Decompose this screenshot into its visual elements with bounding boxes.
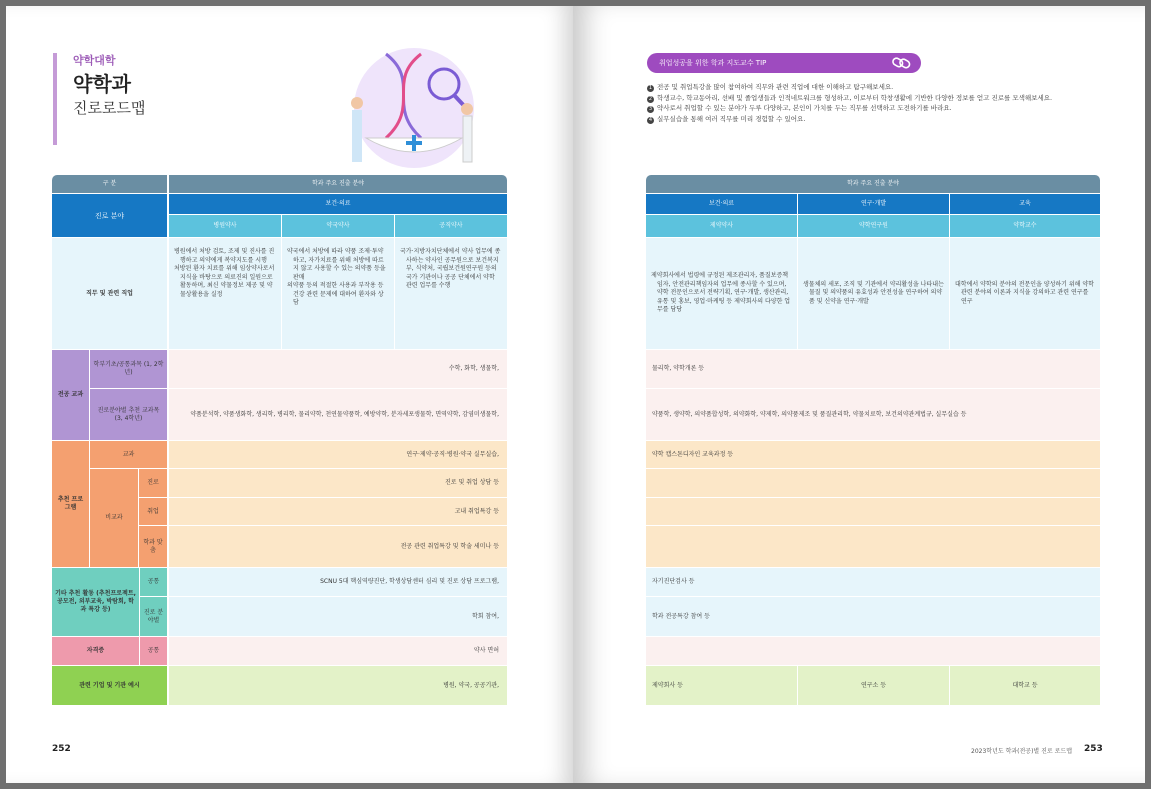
career-courses-label: 진로분야별 추천 교과목 (3, 4학년) [90,389,167,440]
college-name: 약학대학 [73,54,116,67]
etc-label: 기타 추천 활동 (추천프로젝트, 공모전, 외부교육, 박람회, 학과 특강 등) [52,568,139,636]
pharmacy-illustration [326,46,496,176]
basic-courses-value: 수학, 화학, 생물학, [169,350,507,388]
right-footer-caption: 2023학년도 학과(전공)별 진로 로드맵 [971,748,1073,755]
tip-title: 취업성공을 위한 학과 지도교수 TIP [647,53,921,73]
right-field: 교육 [950,194,1100,214]
common-label: 공통 [140,568,167,596]
right-career-course-value: 약품학, 생약학, 의약품합성학, 의약화학, 약제학, 의약품제조 및 품질관리학, 약물치료학, 보건의약관계법규, 실무실습 등 [646,389,1100,440]
recommend-label: 추천 프로그램 [52,441,89,567]
right-employ-row [646,498,1100,525]
right-basic-value: 물리학, 약학개론 등 [646,350,1100,388]
common-value: SCNU 5대 핵심역량진단, 학생상담센터 심리 및 진로 상담 프로그램, [169,568,507,596]
curr-value: 연구·제약·공직·병원·약국 실무실습, [169,441,507,468]
curr-label: 교과 [90,441,167,468]
left-page-number: 252 [52,744,71,754]
company-label: 관련 기업 및 기관 예시 [52,666,167,705]
tip-list [647,82,1127,124]
duty-public-item: 국가·지방자치단체에서 약사 업무에 종사하는 약사인 공무원으로 보건복지부, 식약처, 국립보건원연구원 등의 국가 기관이나 공공 단체에서 약학 관련 업무를 수행 [400,248,501,289]
license-common: 공통 [140,637,167,665]
course-value: 진로 및 취업 상담 등 [169,469,507,497]
career-field-label: 진로 분야 [52,194,167,237]
company-value: 병원, 약국, 공공기관, [169,666,507,705]
duty-public [395,238,507,349]
tip-item: 4 실무실습을 통해 여러 직무를 미리 경험할 수 있어요. [648,114,806,123]
duty-pharmacy-item: 약국에서 처방에 따라 약품 조제·투약하고, 자가치료를 위해 처방에 따르지 않고 사용할 수 있는 의약품 등을 판매 [287,248,386,281]
right-company: 연구소 등 [798,666,949,705]
duty-label: 직무 및 관련 직업 [52,238,167,349]
right-page [573,6,1145,783]
duty-pharmacy-item: 의약품 등의 적절한 사용과 부작용 등 건강 관련 문제에 대하여 환자와 상담 [287,282,384,306]
tip-item: 2 학생교수, 학교동아리, 선배 및 졸업생들과 인적네트워크를 형성하고, 이로부터 학창생활에 기반한 다양한 정보를 얻고 진로를 모색해보세요. [648,93,1053,102]
career-courses-value: 약품분석학, 약품생화학, 생리학, 병리학, 물리약학, 천연물약품학, 예방약학, 분자세포생물학, 면역약학, 감염미생물학, [169,389,507,440]
link-icon [891,55,913,71]
major-label: 전공 교과 [52,350,89,440]
right-field: 연구·개발 [798,194,949,214]
job-header-pharmacy: 약국약사 [282,215,394,237]
left-page [6,6,573,783]
right-job-header: 약학연구원 [798,215,949,237]
title-accent-bar [53,53,57,145]
col-header-category: 구 분 [52,175,167,193]
right-main-header: 학과 주요 진출 분야 [646,175,1100,193]
right-curr-value: 약학 캡스톤디자인 교육과정 등 [646,441,1100,468]
right-duty-item: 대학에서 약학의 분야의 전문인을 양성하기 위해 약학 관련 분야의 이론과 지식을 강의하고 관련 연구를 연구 [955,280,1094,305]
noncurr-label: 비교과 [90,469,138,567]
career-field-value: 학회 참여, [169,597,507,636]
tip-item: 1 전공 및 취업특강을 많이 참여하여 직무와 관련 직업에 대한 이해하고 탐구해보세요. [648,83,894,91]
tip-number-icon: 2 [648,95,653,102]
field-health: 보건·의료 [169,194,507,214]
duty-pharmacy [282,238,394,349]
career-field-short: 진로 분야별 [140,597,167,636]
right-common-value: 자기진단검사 등 [646,568,1100,596]
license-value: 약사 면허 [169,637,507,665]
right-company: 대학교 등 [950,666,1100,705]
right-job-header: 약학교수 [950,215,1100,237]
employ-label: 취업 [139,498,167,525]
right-company: 제약회사 등 [646,666,797,705]
duty-hospital [169,238,281,349]
job-header-public: 공직약사 [395,215,507,237]
basic-courses-label: 학부기초/공통과목 (1, 2학년) [90,350,167,388]
employ-value: 고내 취업특강 등 [169,498,507,525]
right-license-row [646,637,1100,665]
course-label: 진로 [139,469,167,497]
tip-item: 3 약사로서 취업할 수 있는 분야가 두루 다양하고, 본인이 가치를 두는 직무를 선택하고 도전하기를 바라요. [648,104,952,112]
right-duty-item: 제약회사에서 법령에 규정된 제조관리자, 품질보증책임자, 안전관리책임자의 업무에 종사할 수 있으며, 약학 전문인으로서 전략기획, 연구·개발, 생산관리, 유통 및 홍보, 영업·마케팅 등 제약회사의 다양한 업무를 담당 [651,272,791,314]
right-study-row [646,526,1100,567]
license-label: 자격증 [52,637,139,665]
right-duty [798,238,949,349]
tip-number-icon: 1 [648,85,653,91]
dept-name: 약학과 [73,72,131,96]
page-title: 진로로드맵 [73,99,146,117]
right-duty-item: 생물체의 세포, 조직 및 기관에서 약리활성을 나타내는 물질 및 의약품의 유효성과 안전성을 연구하여 의약품 및 신약을 연구·개발 [803,280,944,305]
right-career-field-value: 학과 전공특강 참여 등 [646,597,1100,636]
right-field: 보건·의료 [646,194,797,214]
duty-hospital-item: 처방된 환자 치료를 위해 임상약사로서 지식을 바탕으로 의료진의 일원으로 활동하며, 최신 약물정보 제공 및 약물상활용을 실정 [174,265,275,298]
right-course-row [646,469,1100,497]
job-header-hospital: 병원약사 [169,215,281,237]
study-label: 학과 맞춤 [139,526,167,567]
tip-number-icon: 4 [648,116,653,123]
right-page-number: 253 [1084,744,1103,754]
duty-hospital-item: 병원에서 처방 검토, 조제 및 진사를 진행하고 의약에게 복약지도를 시행 [174,248,275,264]
right-duty [646,238,797,349]
main-header: 학과 주요 진출 분야 [169,175,507,193]
right-job-header: 제약약사 [646,215,797,237]
study-value: 전공 관련 취업특강 및 학술 세미나 등 [169,526,507,567]
right-duty [950,238,1100,349]
tip-number-icon: 3 [648,106,653,112]
